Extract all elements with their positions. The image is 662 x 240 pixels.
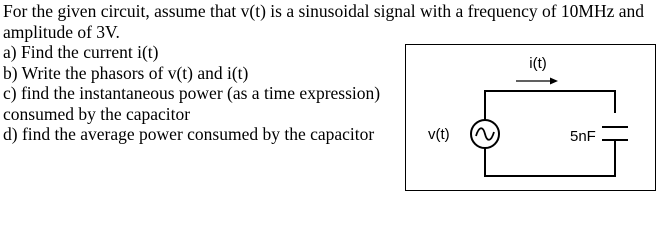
part-d: d) find the average power consumed by the capacitor [3,124,375,144]
capacitor-icon [602,127,628,140]
problem-intro-line-1: For the given circuit, assume that v(t) is a sinusoidal signal with a frequency of 10MHz and [3,1,645,21]
ac-sine-source-icon [471,120,499,148]
current-direction-arrow-icon [516,78,558,85]
current-label: i(t) [529,55,547,72]
circuit-diagram [405,44,656,191]
part-b: b) Write the phasors of v(t) and i(t) [3,62,249,83]
source-label: v(t) [428,126,450,143]
circuit-svg [406,45,657,192]
part-c: c) find the instantaneous power (as a time expression) [3,83,381,103]
capacitor-label: 5nF [570,128,596,145]
problem-intro-line-2: amplitude of 3V. [3,21,120,42]
part-c-continued: consumed by the capacitor [3,103,191,124]
part-a: a) Find the current i(t) [3,42,159,62]
